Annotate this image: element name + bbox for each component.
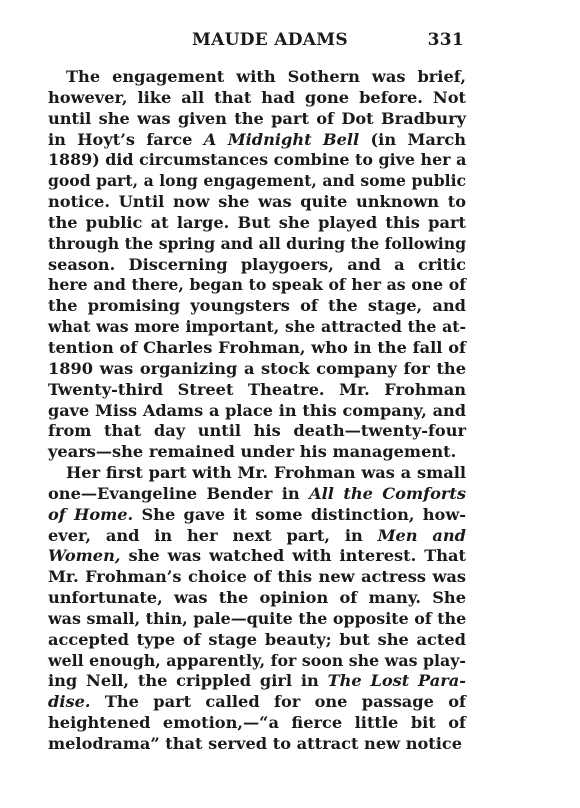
text-line xyxy=(48,546,466,567)
text-line xyxy=(48,213,466,234)
text-run: Men and xyxy=(377,525,467,545)
text-line xyxy=(48,109,466,130)
text-line xyxy=(48,609,466,630)
text-line xyxy=(48,401,466,422)
text-run: through the spring and all during the following xyxy=(48,233,467,253)
text-line xyxy=(48,734,466,755)
text-run: ing Nell, the crippled girl in xyxy=(48,671,328,691)
body-text xyxy=(48,67,466,755)
text-run: was small, thin, pale—quite the opposite of the xyxy=(48,608,467,628)
text-run: Twenty-third Street Theatre. Mr. Frohman xyxy=(48,379,466,399)
text-run: season. Discerning playgoers, and a critic xyxy=(48,254,466,274)
text-run: (in March xyxy=(359,129,466,149)
text-run: All the Comforts xyxy=(309,483,466,503)
running-title: MAUDE ADAMS xyxy=(192,30,348,50)
text-run: until she was given the part of Dot Bradbury xyxy=(48,108,466,128)
page-number: 331 xyxy=(427,30,464,50)
text-line xyxy=(48,255,466,276)
text-run: from that day until his death—twenty-four xyxy=(48,421,466,441)
text-line xyxy=(48,234,466,255)
text-line xyxy=(48,130,466,151)
text-run: of Home. xyxy=(48,504,134,524)
text-run: She gave it some distinction, how- xyxy=(133,504,466,524)
text-run: The Lost Para- xyxy=(327,671,466,691)
text-line xyxy=(48,651,466,672)
text-line xyxy=(48,692,466,713)
text-run: gave Miss Adams a place in this company, and xyxy=(48,400,466,420)
text-line xyxy=(48,150,466,171)
text-run: well enough, apparently, for soon she was play- xyxy=(48,650,466,670)
text-run: the promising youngsters of the stage, and xyxy=(48,296,466,316)
text-line xyxy=(48,317,466,338)
text-run: notice. Until now she was quite unknown to xyxy=(48,192,466,212)
text-run: Mr. Frohman’s choice of this new actress was xyxy=(48,567,466,587)
text-run: tention of Charles Frohman, who in the fall of xyxy=(48,337,466,357)
text-line xyxy=(48,442,466,463)
text-run: heightened emotion,—“a fierce little bit of xyxy=(48,713,466,733)
text-line xyxy=(48,171,466,192)
text-run: one—Evangeline Bender in xyxy=(48,483,310,503)
text-line xyxy=(48,713,466,734)
text-line xyxy=(48,421,466,442)
text-line xyxy=(48,526,466,547)
text-run: A Midnight Bell xyxy=(203,129,360,149)
text-line xyxy=(48,359,466,380)
text-run: unfortunate, was the opinion of many. She xyxy=(48,588,466,608)
text-line xyxy=(48,671,466,692)
text-line xyxy=(48,484,466,505)
paragraph xyxy=(48,463,466,755)
text-line xyxy=(48,630,466,651)
text-run: The part called for one passage of xyxy=(90,692,466,712)
text-run: however, like all that had gone before. Not xyxy=(48,87,466,107)
text-run: here and there, began to speak of her as one of xyxy=(48,275,466,295)
text-line xyxy=(48,88,466,109)
text-run: The engagement with Sothern was brief, xyxy=(66,67,466,86)
text-run: good part, a long engagement, and some public xyxy=(48,171,466,191)
text-line xyxy=(48,505,466,526)
text-run: what was more important, she attracted the at- xyxy=(48,317,466,337)
text-line xyxy=(48,296,466,317)
text-run: 1890 was organizing a stock company for the xyxy=(48,358,466,378)
text-run: 1889) did circumstances combine to give her a xyxy=(48,150,467,170)
text-line xyxy=(48,588,466,609)
text-line xyxy=(48,67,466,88)
text-run: Women, xyxy=(48,546,121,566)
text-run: the public at large. But she played this part xyxy=(48,212,466,232)
text-run: in Hoyt’s farce xyxy=(48,129,204,149)
text-line xyxy=(48,463,466,484)
text-line xyxy=(48,567,466,588)
text-line xyxy=(48,275,466,296)
text-line xyxy=(48,380,466,401)
text-run: melodrama” that served to attract new notice xyxy=(48,734,463,753)
text-run: Her first part with Mr. Frohman was a small xyxy=(66,463,466,483)
text-run: dise. xyxy=(48,692,91,712)
text-line xyxy=(48,338,466,359)
text-run: years—she remained under his management. xyxy=(48,442,457,462)
text-line xyxy=(48,192,466,213)
paragraph xyxy=(48,67,466,463)
text-run: accepted type of stage beauty; but she acted xyxy=(48,629,466,649)
text-run: ever, and in her next part, in xyxy=(48,525,378,545)
text-run: she was watched with interest. That xyxy=(120,546,466,566)
running-head xyxy=(48,30,464,54)
